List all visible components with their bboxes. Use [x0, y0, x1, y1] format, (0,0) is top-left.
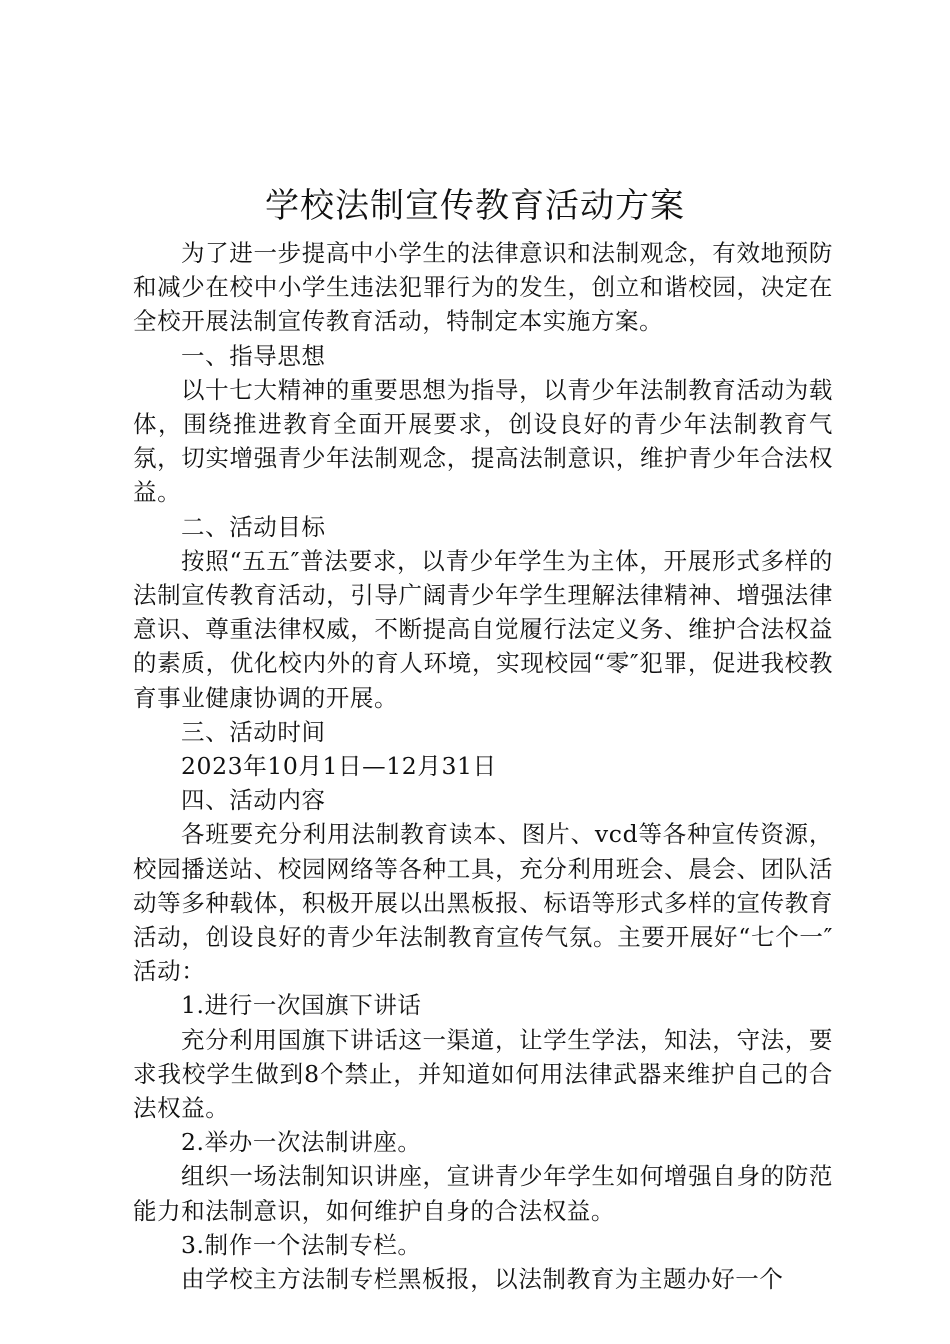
paragraph-activity-goals: 按照“五五″普法要求，以青少年学生为主体，开展形式多样的法制宣传教育活动，引导广阔青少年学生理解法律精神、增强法律意识、尊重法律权威，不断提高自觉履行法定义务、维护合法权益的素质，优化校内外的育人环境，实现校园“零″犯罪，促进我校教育事业健康协调的开展。	[133, 546, 833, 712]
document-body	[133, 236, 833, 1296]
document-title: 学校法制宣传教育活动方案	[265, 186, 685, 226]
paragraph-activity-time: 2023年10月1日—12月31日	[181, 752, 497, 781]
list-item-text-2: 组织一场法制知识讲座，宣讲青少年学生如何增强自身的防范能力和法制意识，如何维护自身的合法权益。	[133, 1162, 833, 1225]
section-heading-guiding-ideology: 一、指导思想	[181, 341, 326, 370]
section-heading-activity-content: 四、活动内容	[181, 786, 326, 815]
section-heading-activity-goals: 二、活动目标	[181, 512, 326, 541]
list-item-heading-1: 1.进行一次国旗下讲话	[181, 991, 422, 1020]
list-item-heading-3: 3.制作一个法制专栏。	[181, 1230, 422, 1259]
paragraph-guiding-ideology: 以十七大精神的重要思想为指导，以青少年法制教育活动为载体，围绕推进教育全面开展要求，创设良好的青少年法制教育气氛，切实增强青少年法制观念，提高法制意识，维护青少年合法权益。	[133, 375, 833, 507]
list-item-text-1: 充分利用国旗下讲话这一渠道，让学生学法，知法，守法，要求我校学生做到8个禁止，并知道如何用法律武器来维护自己的合法权益。	[133, 1025, 833, 1123]
list-item-text-3: 由学校主方法制专栏黑板报，以法制教育为主题办好一个	[181, 1265, 784, 1294]
list-item-heading-2: 2.举办一次法制讲座。	[181, 1128, 422, 1157]
paragraph-intro: 为了进一步提高中小学生的法律意识和法制观念，有效地预防和减少在校中小学生违法犯罪行为的发生，创立和谐校园，决定在全校开展法制宣传教育活动，特制定本实施方案。	[133, 239, 833, 336]
section-heading-activity-time: 三、活动时间	[181, 717, 326, 746]
paragraph-activity-content: 各班要充分利用法制教育读本、图片、vcd等各种宣传资源，校园播送站、校园网络等各种工具，充分利用班会、晨会、团队活动等多种载体，积极开展以出黑板报、标语等形式多样的宣传教育活动，创设良好的青少年法制教育宣传气氛。主要开展好“七个一″活动：	[133, 820, 833, 986]
